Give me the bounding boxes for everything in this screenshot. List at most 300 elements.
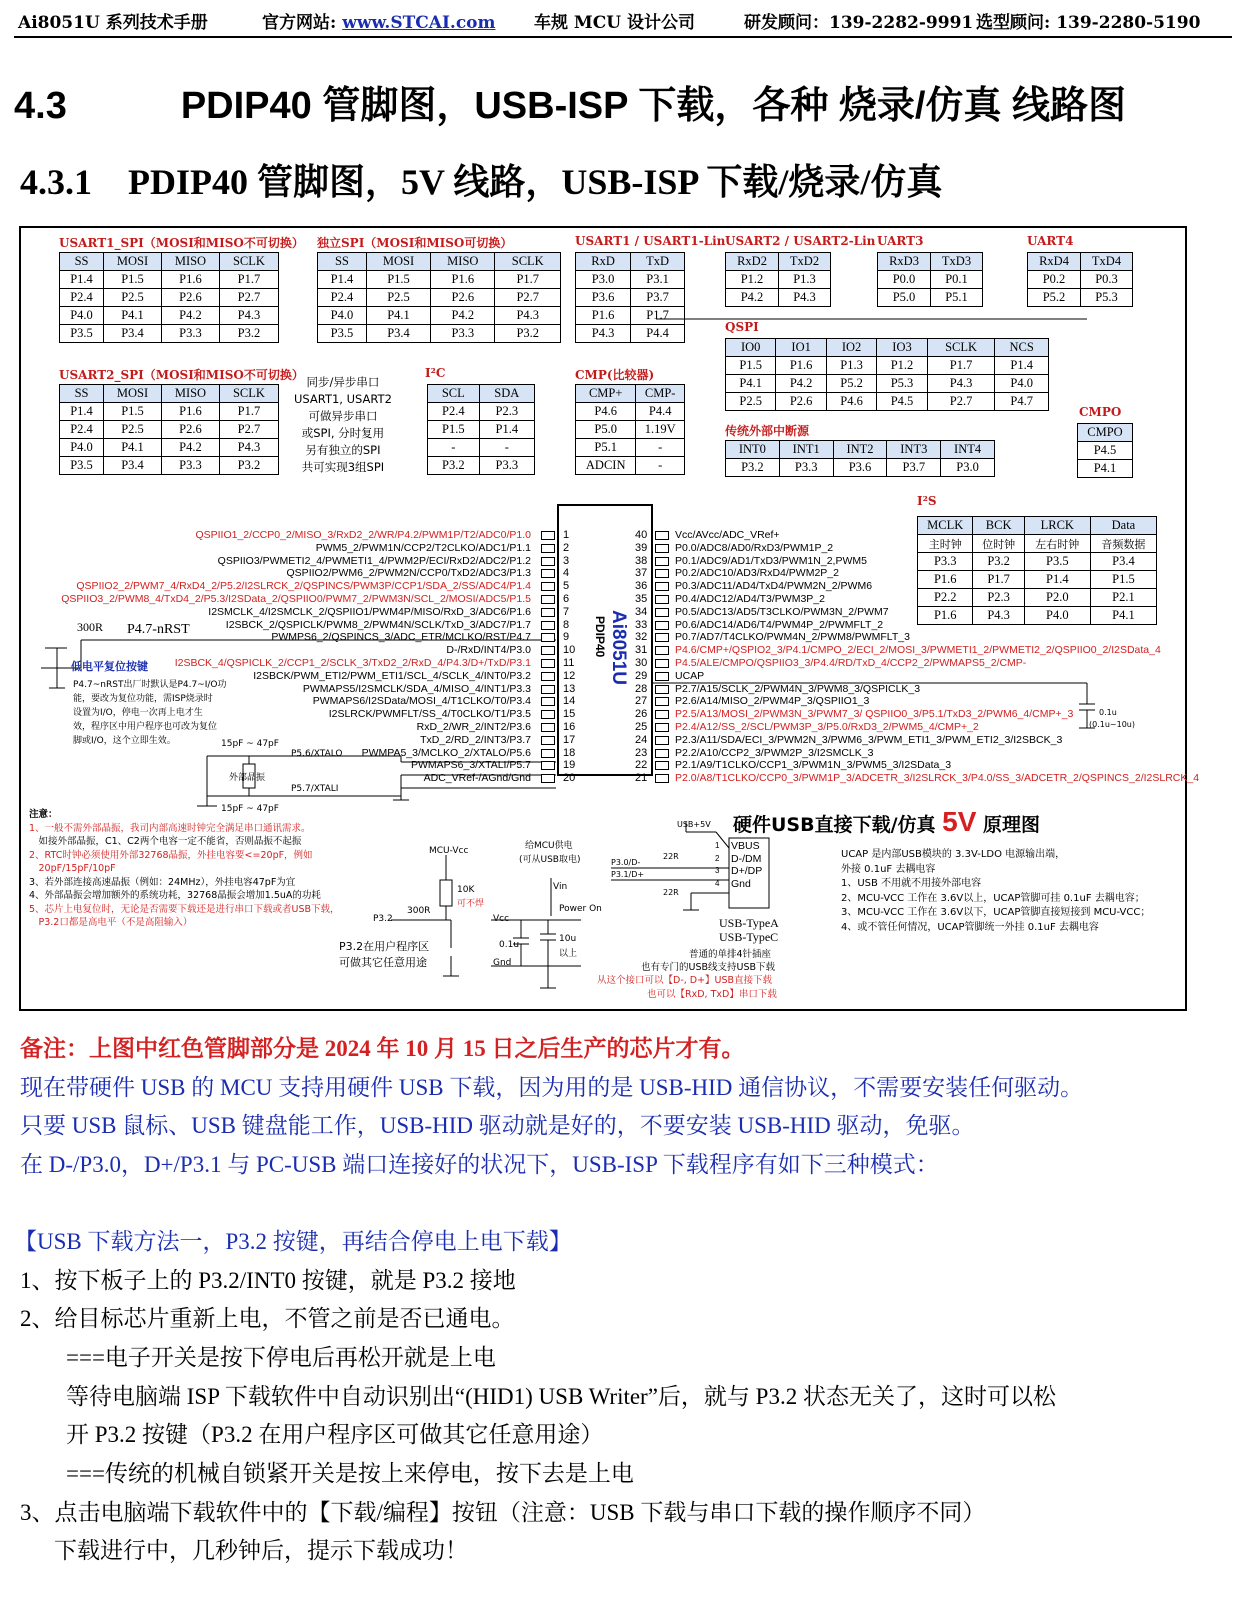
pin-pad xyxy=(541,697,555,706)
left-pin-label: I2SBCK_4/QSPICLK_2/CCP1_2/SCLK_3/TxD2_2/RxD_4/P4.3/D+/TxD/P3.1 xyxy=(174,657,531,669)
sync-note-line: 共可实现3组SPI xyxy=(301,460,385,474)
table-cell: P1.4 xyxy=(995,357,1049,375)
reset-desc-line: 效，程序区中用户程序也可改为复位 xyxy=(73,722,218,732)
c10u-label: 10u xyxy=(559,934,577,944)
right-pin-label: P2.0/A8/T1CLKO/CCP0_3/PWM1P_3/ADCETR_3/I2SLRCK_3/P4.0/SS_3/ADCETR_2/QSPINCS_2/I2SLRCK_4 xyxy=(675,772,1200,785)
table-header-cell: CMP- xyxy=(636,385,685,403)
table-subheader-cell: 音频数据 xyxy=(1090,535,1156,553)
table-cell: P2.7 xyxy=(219,421,278,439)
table-cell: P3.3 xyxy=(918,553,973,571)
pin-number: 23 xyxy=(635,746,648,759)
pin-pad xyxy=(655,697,669,706)
table-cell: P5.1 xyxy=(931,289,983,307)
table-cell: ADCIN xyxy=(576,457,636,475)
table-cell: P1.6 xyxy=(162,403,220,421)
pin-number: 21 xyxy=(635,772,648,785)
ucap-note: UCAP 是内部USB模块的 3.3V-LDO 电源输出端， xyxy=(841,849,1066,860)
pin-number: 11 xyxy=(563,657,575,669)
table-header-cell: SCLK xyxy=(927,339,995,357)
header-divider xyxy=(14,36,1232,38)
pin-number: 9 xyxy=(563,631,570,644)
usart2-table-title: USART2 / USART2-Lin xyxy=(725,234,876,248)
pin-pad xyxy=(655,749,669,758)
usart2_spi-table-title: USART2_SPI（MOSI和MISO不可切换） xyxy=(59,368,304,382)
table-header-cell: MISO xyxy=(162,385,220,403)
pin-pad xyxy=(655,633,669,642)
p32-note-2: 可做其它任意用途 xyxy=(339,956,427,969)
table-header-cell: MISO xyxy=(431,253,495,271)
table-cell: P1.6 xyxy=(162,271,220,289)
step-2d: ===传统的机械自锁紧开关是按上来停电，按下去是上电 xyxy=(66,1461,634,1486)
table-header-cell: INT4 xyxy=(941,441,995,459)
reset-desc-line: P4.7~nRST出厂时默认是P4.7~I/O功 xyxy=(73,680,227,690)
right-pin-label: P2.5/A13/MOSI_2/PWM3N_3/PWM7_3/ QSPIIO0_3/P5.1/TxD3_2/PWM6_4/CMP+_3 xyxy=(675,708,1074,721)
table-cell: P2.5 xyxy=(366,289,430,307)
header-company: 车规 MCU 设计公司 xyxy=(534,13,696,33)
pin-number: 32 xyxy=(635,631,648,644)
right-pin-label: P2.7/A15/SCLK_2/PWM4N_3/PWM8_3/QSPICLK_3 xyxy=(675,682,921,695)
i2c-table-title: I²C xyxy=(425,366,446,380)
table-cell: P4.3 xyxy=(219,307,278,325)
table-header-cell: CMP+ xyxy=(576,385,636,403)
table-cell: P1.5 xyxy=(366,271,430,289)
right-pin-label: P0.7/AD7/T4CLKO/PWM4N_2/PWM8/PWMFLT_3 xyxy=(675,631,910,644)
table-cell: P4.3 xyxy=(973,607,1024,625)
table-cell: P4.3 xyxy=(779,289,831,307)
c01u-label: 0.1u xyxy=(499,940,520,950)
usb-pin: D+/DP xyxy=(731,865,763,877)
table-cell: P1.4 xyxy=(318,271,367,289)
usb-pin-number: 1 xyxy=(715,841,720,850)
sync-note-line: 或SPI, 分时复用 xyxy=(301,426,385,440)
vin-label: Vin xyxy=(553,882,568,892)
usb-title xyxy=(733,806,1040,838)
table-cell: P4.2 xyxy=(726,289,779,307)
pin-pad xyxy=(541,736,555,745)
table-cell: P4.6 xyxy=(826,393,876,411)
pin-number: 39 xyxy=(635,541,648,554)
pin-number: 22 xyxy=(635,759,648,772)
table-cell: P5.3 xyxy=(877,375,927,393)
pin-pad xyxy=(541,685,555,694)
table-header-cell: TxD3 xyxy=(931,253,983,271)
left-pin-label: QSPIIO1_2/CCP0_2/MISO_3/RxD2_2/WR/P4.2/PWM1P/T2/ADC0/P1.0 xyxy=(195,529,531,541)
pin-number: 29 xyxy=(635,669,648,682)
table-cell: P2.4 xyxy=(60,289,104,307)
table-header-cell: MOSI xyxy=(104,253,162,271)
vcc-label: Vcc xyxy=(493,914,510,924)
pin-number: 38 xyxy=(635,554,648,567)
table-cell: P3.5 xyxy=(60,457,104,475)
pin-number: 26 xyxy=(635,708,648,721)
table-cell: P2.1 xyxy=(1090,589,1156,607)
left-pin-label: PWMAPS5/I2SMCLK/SDA_4/MISO_4/INT1/P3.3 xyxy=(302,682,531,695)
ucap-cap: 0.1u xyxy=(1099,708,1117,717)
table-cell: P1.6 xyxy=(576,307,631,325)
table-cell: P5.2 xyxy=(826,375,876,393)
table-cell: P4.1 xyxy=(104,439,162,457)
table-header-cell: SCLK xyxy=(219,253,278,271)
table-cell: P1.3 xyxy=(779,271,831,289)
pin-number: 18 xyxy=(563,746,576,759)
table-cell: P2.4 xyxy=(428,403,480,421)
table-header-cell: SDA xyxy=(479,385,534,403)
usb-pin: Gnd xyxy=(731,877,751,890)
table-cell: P2.6 xyxy=(162,289,220,307)
usb-typec: USB-TypeC xyxy=(719,930,779,944)
cmp-table-title: CMP(比较器) xyxy=(575,368,655,382)
right-pin-label: P2.4/A12/SS_2/SCL/PWM3P_3/P5.0/RxD3_2/PWM5_4/CMP+_2 xyxy=(675,721,979,733)
pin-pad xyxy=(541,659,555,668)
table-cell: P4.3 xyxy=(495,307,561,325)
xtalo-label: P5.6/XTALO xyxy=(291,749,343,759)
note-line: P3.2口都是高电平（不是高阻输入） xyxy=(29,917,193,928)
table-cell: P1.6 xyxy=(776,357,826,375)
ucap-note: 2、MCU-VCC 工作在 3.6V以上，UCAP管脚可挂 0.1uF 去耦电容； xyxy=(841,892,1145,904)
right-pin-label: P0.6/ADC14/AD6/T4/PWM4P_2/PWMFLT_2 xyxy=(675,618,884,631)
pin-number: 3 xyxy=(563,554,570,567)
table-header-cell: SCLK xyxy=(495,253,561,271)
pin-pad xyxy=(541,531,555,540)
table-cell: P4.3 xyxy=(927,375,995,393)
table-cell: P4.2 xyxy=(776,375,826,393)
pin-pad xyxy=(541,710,555,719)
sync-note-line: 另有独立的SPI xyxy=(305,443,381,457)
left-pin-label: I2SBCK_2/QSPICLK/PWM8_2/PWM4N/SCLK/TxD_3/ADC7/P1.7 xyxy=(225,618,531,631)
right-pin-label: P2.6/A14/MISO_2/PWM4P_3/QSPIIO1_3 xyxy=(675,695,870,708)
usb-pin: VBUS xyxy=(731,840,760,852)
table-cell: P4.0 xyxy=(60,439,104,457)
uart3-table-title: UART3 xyxy=(877,234,924,248)
note-line: 20pF/15pF/10pF xyxy=(29,863,116,874)
table-header-cell: SS xyxy=(60,385,104,403)
table-header-cell: SS xyxy=(60,253,104,271)
crystal-notes xyxy=(29,808,340,930)
left-pin-label: PWM5_2/PWM1N/CCP2/T2CLKO/ADC1/P1.1 xyxy=(315,541,531,554)
usb-pin: D-/DM xyxy=(731,852,762,865)
website-link[interactable]: www.STCAI.com xyxy=(342,13,496,33)
note-line: 1、一般不需外部晶振，我司内部高速时钟完全满足串口通讯需求。 xyxy=(29,822,311,834)
sync-note-line: 可做异步串口 xyxy=(308,409,378,423)
reset-resistor: 300R xyxy=(77,620,104,634)
ucap-note: 4、或不管任何情况，UCAP管脚统一外挂 0.1uF 去耦电容 xyxy=(841,921,1099,933)
pin-pad xyxy=(655,723,669,732)
right-pin-label: P0.4/ADC12/AD4/T3/PWM3P_2 xyxy=(675,593,825,605)
section-title: 4.3 PDIP40 管脚图，USB-ISP 下载，各种 烧录/仿真 线路图 xyxy=(14,85,1127,127)
pin-number: 24 xyxy=(635,733,648,746)
table-cell: P3.2 xyxy=(973,553,1024,571)
crystal-cap-top: 15pF ~ 47pF xyxy=(221,739,279,749)
header-rd-consult: 研发顾问：139-2282-9991 xyxy=(744,13,974,33)
r10k-label: 10K xyxy=(457,885,475,895)
table-cell: P4.1 xyxy=(104,307,162,325)
left-pin-label: QSPIIO3_2/PWM8_4/TxD4_2/P5.3/I2SData_2/QSPIIO0/PWM7_2/PWM3N/SCL_2/MOSI/ADC5/P1.5 xyxy=(61,593,531,605)
table-cell: P2.3 xyxy=(479,403,534,421)
table-cell: P4.7 xyxy=(995,393,1049,411)
table-cell: P1.2 xyxy=(726,271,779,289)
pin-number: 40 xyxy=(635,529,648,541)
table-header-cell: RxD3 xyxy=(878,253,931,271)
left-pin-label: PWMAPS6_3/XTALI/P5.7 xyxy=(410,759,531,772)
table-cell: P1.5 xyxy=(726,357,776,375)
pin-number: 20 xyxy=(563,772,576,785)
table-header-cell: MCLK xyxy=(918,517,973,535)
pin-number: 25 xyxy=(635,721,648,733)
pin-pad xyxy=(655,761,669,770)
table-cell: P2.5 xyxy=(104,421,162,439)
table-cell: P2.6 xyxy=(162,421,220,439)
step-2c: 开 P3.2 按键（P3.2 在用户程序区可做其它任意用途） xyxy=(66,1422,604,1447)
reset-desc-line: 能，要改为复位功能，需ISP烧录时 xyxy=(73,694,213,704)
table-cell: P1.4 xyxy=(1024,571,1090,589)
reset-button-label: 低电平复位按键 xyxy=(71,660,148,673)
usb-plug-note: 普通的单排4针插座 xyxy=(689,949,772,960)
table-cell: - xyxy=(636,439,685,457)
table-header-cell: IO3 xyxy=(877,339,927,357)
note-line: 5、芯片上电复位时，无论是否需要下载还是进行串口下载或者USB下载， xyxy=(29,903,340,915)
right-pin-label: P2.2/A10/CCP2_3/PWM2P_3/I2SMCLK_3 xyxy=(675,746,874,759)
table-cell: P3.4 xyxy=(366,325,430,343)
table-cell: P3.0 xyxy=(941,459,995,477)
ucap-note: 1、USB 不用就不用接外部电容 xyxy=(841,878,982,889)
step-2: 2、给目标芯片重新上电，不管之前是否已通电。 xyxy=(20,1306,515,1331)
table-cell: P4.0 xyxy=(995,375,1049,393)
pin-pad xyxy=(655,736,669,745)
left-pin-label: I2SLRCK/PWMFLT/SS_4/T0CLKO/T1/P3.5 xyxy=(328,708,531,721)
pin-pad xyxy=(541,761,555,770)
table-cell: P4.0 xyxy=(60,307,104,325)
table-cell: P3.3 xyxy=(162,325,220,343)
header-sel-consult: 选型顾问: 139-2280-5190 xyxy=(976,13,1201,33)
table-header-cell: SCL xyxy=(428,385,480,403)
table-cell: P4.4 xyxy=(631,325,685,343)
pin-pad xyxy=(541,672,555,681)
table-cell: P5.0 xyxy=(576,421,636,439)
right-pin-label: P0.3/ADC11/AD4/TxD4/PWM2N_2/PWM6 xyxy=(675,580,873,593)
subsection-title: 4.3.1 PDIP40 管脚图，5V 线路，USB-ISP 下载/烧录/仿真 xyxy=(20,162,943,202)
ucap-range: (0.1u~10u) xyxy=(1089,720,1135,729)
mcu-vcc-label: MCU-Vcc xyxy=(429,846,469,856)
body-p2: 只要 USB 鼠标、USB 键盘能工作，USB-HID 驱动就是好的，不要安装 USB-HID 驱动，免驱。 xyxy=(20,1113,975,1138)
power-on-label: Power On xyxy=(559,904,602,914)
usart1_spi-table-title: USART1_SPI（MOSI和MISO不可切换） xyxy=(59,236,304,250)
table-cell: P2.4 xyxy=(60,421,104,439)
table-cell: P3.0 xyxy=(576,271,631,289)
usb-pin-number: 3 xyxy=(715,866,720,875)
crystal-label: 外部晶振 xyxy=(229,773,266,783)
table-cell: P4.0 xyxy=(318,307,367,325)
ucap-note: 3、MCU-VCC 工作在 3.6V以下，UCAP管脚直接短接到 MCU-VCC； xyxy=(841,907,1151,918)
table-cell: - xyxy=(428,439,480,457)
pin-number: 17 xyxy=(563,733,576,746)
usb-from-1: 从这个接口可以【D-, D+】USB直接下载 xyxy=(597,975,773,986)
right-pin-label: P0.5/ADC13/AD5/T3CLKO/PWM3N_2/PWM7 xyxy=(675,605,889,618)
table-cell: P3.3 xyxy=(162,457,220,475)
reset-net: P4.7-nRST xyxy=(127,622,190,637)
left-pin-label: D-/RxD/INT4/P3.0 xyxy=(446,644,531,657)
usb-pins xyxy=(731,840,762,890)
usb-title-suffix: 原理图 xyxy=(983,814,1041,836)
i2s-table-title: I²S xyxy=(917,494,937,508)
reset-desc-line: 设置为I/O，停电一次再上电才生 xyxy=(73,708,203,718)
pin-number: 15 xyxy=(563,708,576,721)
website-label: 官方网站: xyxy=(262,13,337,33)
table-cell: P5.3 xyxy=(1081,289,1133,307)
int-table-title: 传统外部中断源 xyxy=(725,424,810,438)
chip-package: PDIP40 xyxy=(593,616,607,658)
table-cell: P0.2 xyxy=(1028,271,1081,289)
table-cell: - xyxy=(479,439,534,457)
table-cell: 1.19V xyxy=(636,421,685,439)
usb-pin-number: 4 xyxy=(715,878,720,888)
table-cell: P4.1 xyxy=(1090,607,1156,625)
table-header-cell: MOSI xyxy=(104,385,162,403)
pin-number: 8 xyxy=(563,618,570,631)
pin-pad xyxy=(655,531,669,540)
table-cell: P4.1 xyxy=(366,307,430,325)
table-cell: P0.0 xyxy=(878,271,931,289)
left-pin-label: PWMPA5_3/MCLKO_2/XTALO/P5.6 xyxy=(361,746,531,759)
pin-pad xyxy=(655,774,669,783)
cmpo-table-title: CMPO xyxy=(1079,405,1122,419)
table-cell: P2.2 xyxy=(918,589,973,607)
step-2a: ===电子开关是按下停电后再松开就是上电 xyxy=(66,1345,496,1370)
pin-pad xyxy=(655,608,669,617)
sync-note-line: USART1, USART2 xyxy=(294,392,392,406)
usart1-table-title: USART1 / USART1-Lin xyxy=(575,234,726,248)
table-header-cell: NCS xyxy=(995,339,1049,357)
table-cell: P4.2 xyxy=(162,439,220,457)
table-cell: P4.2 xyxy=(431,307,495,325)
table-header-cell: INT3 xyxy=(887,441,941,459)
table-cell: P3.3 xyxy=(479,457,534,475)
p32-label: P3.2 xyxy=(373,914,393,924)
table-header-cell: Data xyxy=(1090,517,1156,535)
table-cell: P3.2 xyxy=(495,325,561,343)
table-cell: P1.4 xyxy=(60,403,104,421)
table-cell: P3.2 xyxy=(219,325,278,343)
right-pin-label: P0.0/ADC8/AD0/RxD3/PWM1P_2 xyxy=(675,541,834,554)
table-cell: P3.4 xyxy=(104,325,162,343)
pin-number: 28 xyxy=(635,682,648,695)
body-p3: 在 D-/P3.0，D+/P3.1 与 PC-USB 端口连接好的状况下，USB-ISP 下载程序有如下三种模式： xyxy=(20,1152,939,1177)
pin-number: 16 xyxy=(563,721,576,733)
table-cell: P1.5 xyxy=(428,421,480,439)
table-cell: P4.2 xyxy=(162,307,220,325)
table-header-cell: IO1 xyxy=(776,339,826,357)
pin-number: 10 xyxy=(563,644,576,657)
pin-number: 7 xyxy=(563,605,570,618)
chip-name: Ai8051U xyxy=(608,610,629,685)
method-title: 【USB 下载方法一，P3.2 按键，再结合停电上电下载】 xyxy=(14,1229,572,1254)
left-pin-label: I2SBCK/PWM_ETI2/PWM_ETI1/SCL_4/SCLK_4/INT0/P3.2 xyxy=(253,669,531,682)
note-line: 4、外部晶振会增加额外的系统功耗，32768晶振会增加1.5uA的功耗 xyxy=(29,890,321,901)
table-cell: P3.2 xyxy=(428,457,480,475)
table-header-cell: SS xyxy=(318,253,367,271)
pin-number: 2 xyxy=(563,541,570,554)
left-pin-label: ADC_VRef-/AGnd/Gnd xyxy=(423,772,531,785)
table-cell: P1.4 xyxy=(479,421,534,439)
table-cell: P1.5 xyxy=(1090,571,1156,589)
right-pin-label: P0.2/ADC10/AD3/RxD4/PWM2P_2 xyxy=(675,567,839,580)
spi-table-title: 独立SPI（MOSI和MISO可切换） xyxy=(317,236,513,250)
pin-pad xyxy=(655,582,669,591)
table-cell: P2.6 xyxy=(776,393,826,411)
table-header-cell: INT0 xyxy=(726,441,780,459)
notes-title: 注意： xyxy=(29,809,58,820)
table-subheader-cell: 位时钟 xyxy=(973,535,1024,553)
table-cell: P4.5 xyxy=(877,393,927,411)
pin-pad xyxy=(655,659,669,668)
table-cell: P3.4 xyxy=(1090,553,1156,571)
sync-note-line: 同步/异步串口 xyxy=(306,375,380,389)
usb-typea: USB-TypeA xyxy=(719,916,779,930)
table-cell: P3.6 xyxy=(833,459,887,477)
right-pin-label: P2.3/A11/SDA/ECI_3/PWM2N_3/PWM6_3/PWM_ETI1_3/PWM_ETI2_3/I2SBCK_3 xyxy=(675,733,1063,746)
pin-number: 1 xyxy=(563,529,570,541)
pin-number: 13 xyxy=(563,682,576,695)
right-pin-label: P4.6/CMP+/QSPIO2_3/P4.1/CMPO_2/ECI_2/MOSI_3/PWMETI1_2/PWMETI2_2/QSPIIO0_2/I2SData_4 xyxy=(675,644,1161,657)
left-pin-label: TxD_2/RD_2/INT3/P3.7 xyxy=(420,733,531,746)
pin-pad xyxy=(655,685,669,694)
right-pin-label: Vcc/AVcc/ADC_VRef+ xyxy=(675,529,780,541)
table-cell: P1.6 xyxy=(431,271,495,289)
table-cell: P3.1 xyxy=(631,271,685,289)
table-cell: P1.2 xyxy=(877,357,927,375)
gnd-label: Gnd xyxy=(493,958,512,968)
qspi-table-title: QSPI xyxy=(725,320,759,334)
right-pin-label: P0.1/ADC9/AD1/TxD3/PWM1N_2,PWM5 xyxy=(675,554,867,567)
table-cell: P2.0 xyxy=(1024,589,1090,607)
table-cell: P4.5 xyxy=(1078,442,1133,460)
table-cell: P1.7 xyxy=(927,357,995,375)
pin-pad xyxy=(541,595,555,604)
table-cell: P5.1 xyxy=(576,439,636,457)
r2-label: 22R xyxy=(663,888,679,897)
table-cell: P1.6 xyxy=(918,607,973,625)
left-pin-label: PWMPS6_2/QSPINCS_3/ADC_ETR/MCLKO/RST/P4.7 xyxy=(271,631,531,644)
pin-pad xyxy=(541,646,555,655)
step-1: 1、按下板子上的 P3.2/INT0 按键，就是 P3.2 接地 xyxy=(20,1268,516,1293)
left-pin-label: QSPIIO2_2/PWM7_4/RxD4_2/P5.2/I2SLRCK_2/QSPINCS/PWM3P/CCP1/SDA_2/SS/ADC4/P1.4 xyxy=(76,580,531,593)
usb-pin-numbers xyxy=(715,840,719,890)
usb-special-note: 也有专门的USB线支持USB下载 xyxy=(641,962,776,973)
note-line: 如接外部晶振，C1、C2两个电容一定不能省，否则晶振不起振 xyxy=(29,836,302,847)
pin-pad xyxy=(655,569,669,578)
pin-pad xyxy=(655,595,669,604)
right-pin-label: UCAP xyxy=(675,669,705,682)
table-cell: P1.7 xyxy=(973,571,1024,589)
table-cell: P0.3 xyxy=(1081,271,1133,289)
table-cell: P2.7 xyxy=(927,393,995,411)
table-cell: P1.7 xyxy=(495,271,561,289)
table-cell: - xyxy=(636,457,685,475)
pin-pad xyxy=(655,672,669,681)
ucap-note: 外接 0.1uF 去耦电容 xyxy=(841,863,936,875)
p31-label: P3.1/D+ xyxy=(611,870,645,879)
table-header-cell: BCK xyxy=(973,517,1024,535)
body-p1: 现在带硬件 USB 的 MCU 支持用硬件 USB 下载，因为用的是 USB-HID 通信协议，不需要安装任何驱动。 xyxy=(20,1075,1084,1100)
pin-number: 6 xyxy=(563,593,570,605)
ucap-notes xyxy=(841,848,1150,935)
note-line: 2、RTC时钟必须使用外部32768晶振，外挂电容要<=20pF，例如 xyxy=(29,849,313,861)
crystal-cap-bottom: 15pF ~ 47pF xyxy=(221,804,279,814)
table-header-cell: RxD2 xyxy=(726,253,779,271)
pin-number: 30 xyxy=(635,657,648,669)
table-header-cell: RxD xyxy=(576,253,631,271)
table-cell: P1.5 xyxy=(104,271,162,289)
table-cell: P3.2 xyxy=(219,457,278,475)
